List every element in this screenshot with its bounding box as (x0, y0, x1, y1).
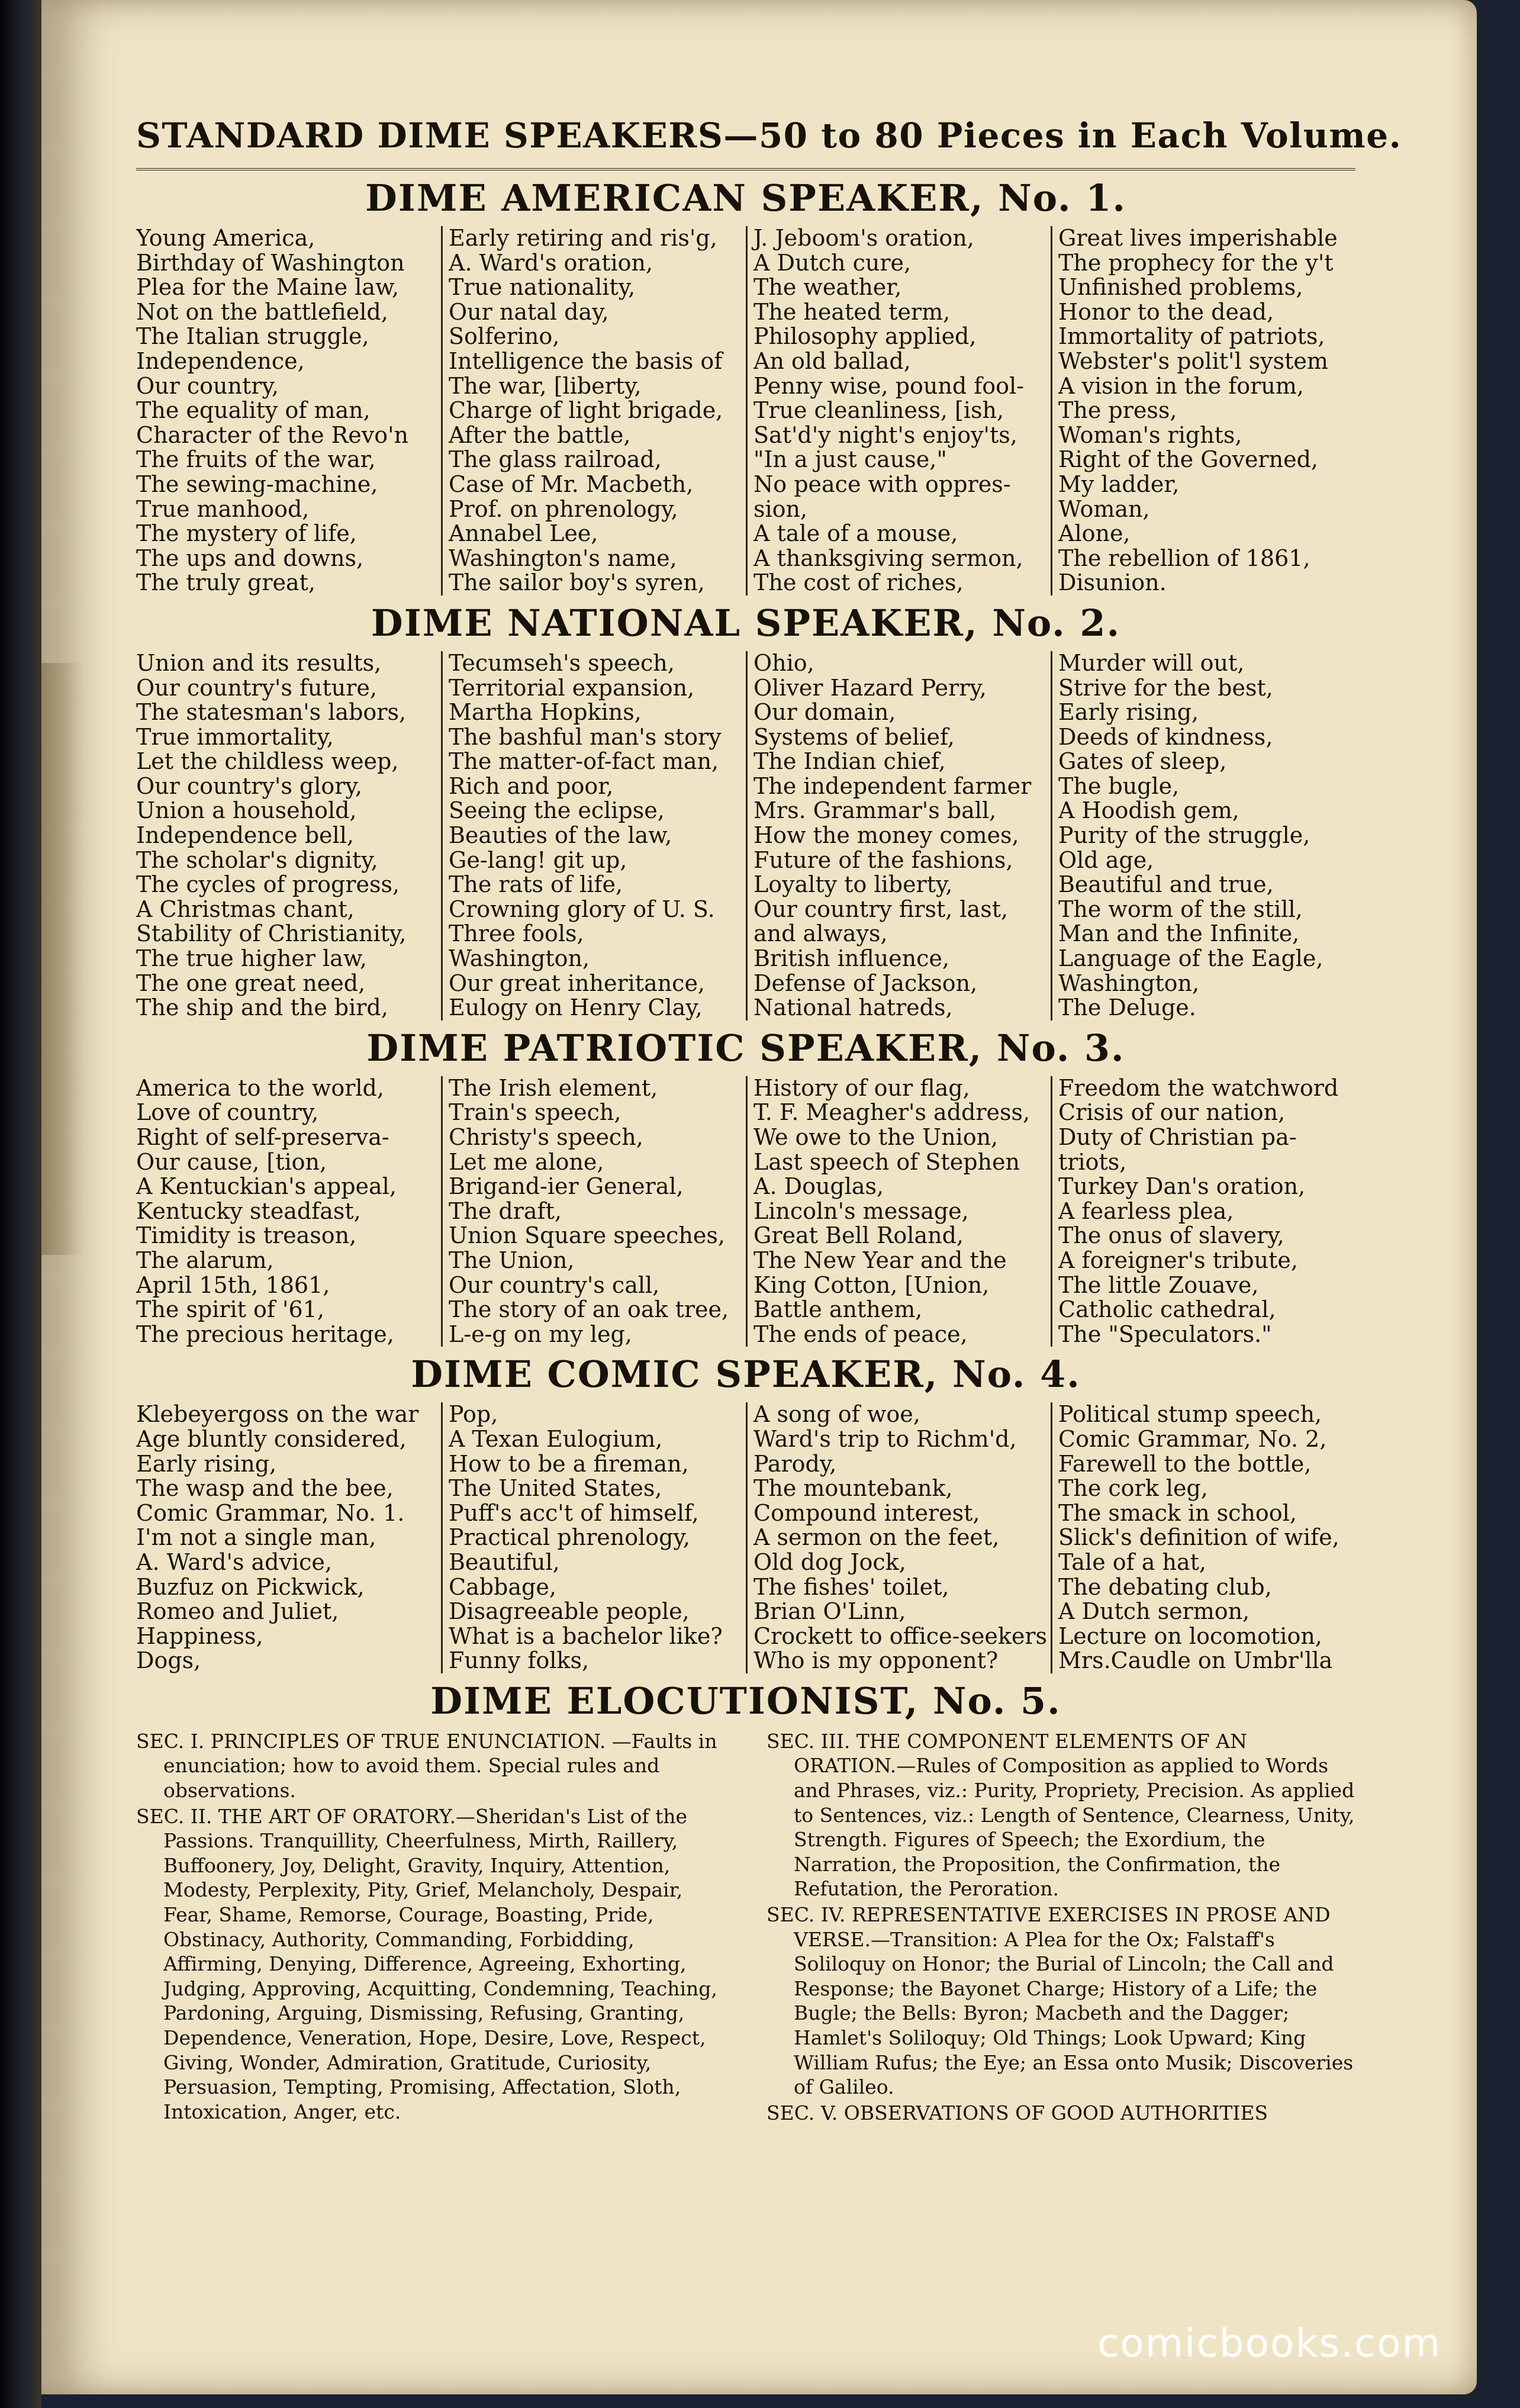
list-item: Immortality of patriots, (1058, 323, 1325, 350)
list-item: Future of the fashions, (753, 846, 1013, 873)
section-paragraph: SEC. II. THE ART OF ORATORY.—Sheridan's List of the Passions. Tranquillity, Cheerfulness, Mirth, Raillery, Buffoonery, Joy, Delight, Gravity, Inquiry, Attention, Modesty, Perplexity, Pity, Grief, Melancholy, Despair, Fear, Shame, Remorse, Courage, Boasting, Pride, Obstinacy, Authority, Commanding, Forbidding, Affirming, Denying, Difference, Agreeing, Exhorting, Judging, Approving, Acquitting, Condemning, Teaching, Pardoning, Arguing, Dismissing, Refusing, Granting, Dependence, Veneration, Hope, Desire, Love, Respect, Giving, Wonder, Admiration, Gratitude, Curiosity, Persuasion, Tempting, Promising, Affectation, Sloth, Intoxication, Anger, etc. (136, 1804, 717, 2123)
list-item: Sat'd'y night's enjoy'ts, (753, 421, 1017, 448)
list-item: After the battle, (449, 421, 631, 448)
list-item: Slick's definition of wife, (1058, 1524, 1339, 1551)
list-item: Crockett to office-seekers (753, 1622, 1048, 1649)
list-item: Plea for the Maine law, (136, 274, 400, 301)
list-item: True immortality, (136, 723, 334, 750)
list-item: The debating club, (1058, 1573, 1272, 1600)
list-item: King Cotton, [Union, (753, 1271, 990, 1298)
list-item: Our country's call, (449, 1271, 660, 1298)
title-column (136, 1402, 441, 1673)
list-item: Ohio, (753, 651, 814, 676)
section-columns (136, 1076, 1355, 1347)
list-item: Three fools, (449, 920, 584, 947)
section-columns (136, 651, 1355, 1020)
list-item: Oliver Hazard Perry, (753, 674, 987, 701)
list-item: Charge of light brigade, (449, 397, 723, 424)
list-item: Freedom the watchword (1058, 1076, 1339, 1101)
list-item: "In a just cause," (753, 446, 947, 473)
list-item: Our cause, [tion, (136, 1148, 327, 1175)
list-item: The bashful man's story (449, 723, 722, 750)
list-item: Love of country, (136, 1099, 319, 1126)
list-item: Philosophy applied, (753, 323, 977, 350)
list-item: Old dog Jock, (753, 1549, 906, 1575)
list-item: Language of the Eagle, (1058, 945, 1323, 972)
list-item: Our country, (136, 372, 279, 399)
list-item: The glass railroad, (449, 446, 662, 473)
page-header: STANDARD DIME SPEAKERS—50 to 80 Pieces in Each Volume. (136, 115, 1402, 156)
title-column (136, 1076, 441, 1347)
list-item: Happiness, (136, 1622, 263, 1649)
list-item: Eulogy on Henry Clay, (449, 994, 703, 1020)
list-item: Case of Mr. Macbeth, (449, 471, 694, 497)
title-column (441, 1076, 746, 1347)
list-item: Train's speech, (449, 1099, 621, 1126)
list-item: The ups and downs, (136, 545, 364, 571)
list-item: Seeing the eclipse, (449, 797, 665, 824)
list-item: Duty of Christian pa- (1058, 1124, 1297, 1150)
list-item: J. Jeboom's oration, (753, 226, 974, 251)
list-item: Mrs.Caudle on Umbr'lla (1058, 1647, 1333, 1673)
elocutionist-title: DIME ELOCUTIONIST, No. 5. (430, 1679, 1061, 1723)
list-item: True cleanliness, [ish, (753, 397, 1004, 424)
list-item: The fruits of the war, (136, 446, 376, 473)
list-item: The scholar's dignity, (136, 846, 378, 873)
title-column (1051, 226, 1355, 595)
list-item: America to the world, (136, 1076, 384, 1101)
list-item: Comic Grammar, No. 1. (136, 1499, 405, 1526)
list-item: History of our flag, (753, 1076, 970, 1101)
list-item: The cork leg, (1058, 1475, 1208, 1502)
list-item: Our domain, (753, 699, 896, 726)
list-item: National hatreds, (753, 994, 953, 1020)
list-item: An old ballad, (753, 347, 911, 374)
list-item: Mrs. Grammar's ball, (753, 797, 997, 824)
list-item: Let me alone, (449, 1148, 604, 1175)
list-item: Prof. on phrenology, (449, 495, 678, 522)
list-item: The New Year and the (753, 1247, 1007, 1273)
list-item: Defense of Jackson, (753, 970, 978, 996)
list-item: Tale of a hat, (1058, 1549, 1207, 1575)
list-item: The alarum, (136, 1247, 274, 1273)
list-item: Murder will out, (1058, 651, 1245, 676)
section-title: DIME PATRIOTIC SPEAKER, No. 3. (366, 1026, 1125, 1070)
list-item: Parody, (753, 1450, 837, 1477)
list-item: The story of an oak tree, (449, 1296, 729, 1323)
list-item: Last speech of Stephen (753, 1148, 1020, 1175)
watermark: comicbooks.com (1097, 2320, 1441, 2366)
list-item: The mountebank, (753, 1475, 953, 1502)
list-item: The prophecy for the y't (1058, 249, 1334, 276)
title-column (136, 651, 441, 1020)
list-item: Independence, (136, 347, 305, 374)
list-item: Solferino, (449, 323, 560, 350)
list-item: The worm of the still, (1058, 896, 1303, 922)
list-item: The mystery of life, (136, 520, 357, 547)
list-item: Turkey Dan's oration, (1058, 1173, 1306, 1200)
list-item: The cost of riches, (753, 569, 964, 595)
book-binding (0, 0, 41, 2408)
elocutionist-body (136, 1729, 1355, 2127)
list-item: We owe to the Union, (753, 1124, 999, 1150)
list-item: What is a bachelor like? (449, 1622, 723, 1649)
list-item: Beautiful and true, (1058, 871, 1274, 898)
list-item: A. Ward's advice, (136, 1549, 332, 1575)
list-item: Brigand-ier General, (449, 1173, 684, 1200)
list-item: Union and its results, (136, 651, 382, 676)
section-paragraph: SEC. IV. REPRESENTATIVE EXERCISES IN PROSE AND VERSE.—Transition: A Plea for the Ox; Falstaff's Soliloquy on Honor; the Burial of Lincoln; the Call and Response; the Bayonet Charge; History of a Life; the Bugle; the Bells: Byron; Macbeth and the Dagger; Hamlet's Soliloquy; Old Things; Look Upward; King William Rufus; the Eye; an Essa onto Musik; Discoveries of Galileo. (767, 1903, 1354, 2099)
list-item: A thanksgiving sermon, (753, 545, 1023, 571)
list-item: Dogs, (136, 1647, 201, 1673)
list-item: sion, (753, 495, 808, 522)
list-item: The Italian struggle, (136, 323, 369, 350)
list-item: The one great need, (136, 970, 366, 996)
list-item: Penny wise, pound fool- (753, 372, 1025, 399)
list-item: and always, (753, 920, 888, 947)
list-item: Comic Grammar, No. 2, (1058, 1425, 1327, 1452)
list-item: The statesman's labors, (136, 699, 407, 726)
list-item: Brian O'Linn, (753, 1598, 906, 1625)
list-item: Deeds of kindness, (1058, 723, 1273, 750)
list-item: Crisis of our nation, (1058, 1099, 1286, 1126)
section-paragraph: SEC. III. THE COMPONENT ELEMENTS OF AN ORATION.—Rules of Composition as applied to Words and Phrases, viz.: Purity, Propriety, Precision. As applied to Sentences, viz.: Length of Sentence, Clearness, Unity, Strength. Figures of Speech; the Exordium, the Narration, the Proposition, the Confirmation, the Refutation, the Peroration. (767, 1729, 1355, 1901)
title-column (746, 1076, 1051, 1347)
list-item: British influence, (753, 945, 949, 972)
list-item: The Deluge. (1058, 994, 1196, 1020)
header-rule (136, 168, 1355, 170)
list-item: The United States, (449, 1475, 662, 1502)
list-item: Tecumseh's speech, (449, 651, 675, 676)
list-item: Strive for the best, (1058, 674, 1273, 701)
list-item: No peace with oppres- (753, 471, 1011, 497)
list-item: Cabbage, (449, 1573, 556, 1600)
list-item: The heated term, (753, 298, 951, 325)
list-item: Ward's trip to Richm'd, (753, 1425, 1017, 1452)
list-item: Woman, (1058, 495, 1150, 522)
list-item: Washington, (449, 945, 590, 972)
list-item: Woman's rights, (1058, 421, 1242, 448)
page-content (136, 115, 1402, 2126)
list-item: Crowning glory of U. S. (449, 896, 715, 922)
list-item: Our natal day, (449, 298, 609, 325)
list-item: Territorial expansion, (449, 674, 695, 701)
list-item: Right of self-preserva- (136, 1124, 389, 1150)
list-item: The matter-of-fact man, (449, 748, 719, 775)
speaker-sections (136, 176, 1355, 1673)
list-item: The weather, (753, 274, 902, 301)
list-item: My ladder, (1058, 471, 1180, 497)
list-item: Gates of sleep, (1058, 748, 1227, 775)
list-item: The sewing-machine, (136, 471, 378, 497)
list-item: The draft, (449, 1197, 562, 1224)
section-title: DIME AMERICAN SPEAKER, No. 1. (365, 176, 1126, 220)
list-item: Martha Hopkins, (449, 699, 642, 726)
list-item: Alone, (1058, 520, 1131, 547)
list-item: The spirit of '61, (136, 1296, 324, 1323)
list-item: The onus of slavery, (1058, 1222, 1284, 1249)
list-item: Our country's future, (136, 674, 377, 701)
list-item: Lecture on locomotion, (1058, 1622, 1322, 1649)
list-item: Right of the Governed, (1058, 446, 1318, 473)
list-item: Union Square speeches, (449, 1222, 725, 1249)
title-column (136, 226, 441, 595)
elocutionist-right-column (767, 1729, 1355, 2127)
list-item: The rebellion of 1861, (1058, 545, 1310, 571)
list-item: A foreigner's tribute, (1058, 1247, 1298, 1273)
list-item: Funny folks, (449, 1647, 590, 1673)
list-item: April 15th, 1861, (136, 1271, 330, 1298)
list-item: Loyalty to liberty, (753, 871, 953, 898)
list-item: Great Bell Roland, (753, 1222, 964, 1249)
title-column (1051, 1076, 1355, 1347)
list-item: How to be a fireman, (449, 1450, 689, 1477)
list-item: triots, (1058, 1148, 1127, 1175)
list-item: A song of woe, (753, 1402, 920, 1428)
title-column (441, 226, 746, 595)
title-column (746, 1402, 1051, 1673)
list-item: Let the childless weep, (136, 748, 399, 775)
list-item: Early retiring and ris'g, (449, 226, 717, 251)
title-column (1051, 1402, 1355, 1673)
section-columns (136, 1402, 1355, 1673)
list-item: Our country first, last, (753, 896, 1009, 922)
list-item: Young America, (136, 226, 315, 251)
list-item: A Dutch cure, (753, 249, 912, 276)
list-item: The wasp and the bee, (136, 1475, 394, 1502)
list-item: Great lives imperishable (1058, 226, 1338, 251)
list-item: Klebeyergoss on the war (136, 1402, 419, 1428)
list-item: A sermon on the feet, (753, 1524, 1000, 1551)
elocutionist-left-column (136, 1729, 725, 2127)
list-item: Romeo and Juliet, (136, 1598, 339, 1625)
list-item: Washington's name, (449, 545, 677, 571)
list-item: Disunion. (1058, 569, 1167, 595)
list-item: Pop, (449, 1402, 498, 1428)
list-item: Age bluntly considered, (136, 1425, 407, 1452)
list-item: The "Speculators." (1058, 1321, 1272, 1347)
list-item: T. F. Meagher's address, (753, 1099, 1030, 1126)
title-column (441, 651, 746, 1020)
list-item: Our country's glory, (136, 772, 362, 799)
list-item: The truly great, (136, 569, 315, 595)
list-item: Beautiful, (449, 1549, 560, 1575)
list-item: Compound interest, (753, 1499, 980, 1526)
list-item: Farewell to the bottle, (1058, 1450, 1312, 1477)
list-item: Who is my opponent? (753, 1647, 999, 1673)
list-item: A. Douglas, (753, 1173, 884, 1200)
list-item: Union a household, (136, 797, 357, 824)
section-columns (136, 226, 1355, 595)
list-item: The war, [liberty, (449, 372, 642, 399)
list-item: Webster's polit'l system (1058, 347, 1328, 374)
list-item: The equality of man, (136, 397, 371, 424)
list-item: A Dutch sermon, (1058, 1598, 1250, 1625)
list-item: The true higher law, (136, 945, 367, 972)
page-stain (41, 663, 83, 1255)
list-item: Stability of Christianity, (136, 920, 407, 947)
list-item: I'm not a single man, (136, 1524, 376, 1551)
list-item: Old age, (1058, 846, 1154, 873)
list-item: The bugle, (1058, 772, 1180, 799)
list-item: Honor to the dead, (1058, 298, 1274, 325)
list-item: Early rising, (136, 1450, 277, 1477)
list-item: True nationality, (449, 274, 636, 301)
list-item: Intelligence the basis of (449, 347, 723, 374)
list-item: Battle anthem, (753, 1296, 923, 1323)
list-item: Our great inheritance, (449, 970, 706, 996)
list-item: L-e-g on my leg, (449, 1321, 632, 1347)
list-item: Kentucky steadfast, (136, 1197, 361, 1224)
list-item: Unfinished problems, (1058, 274, 1303, 301)
list-item: Character of the Revo'n (136, 421, 409, 448)
list-item: The little Zouave, (1058, 1271, 1259, 1298)
list-item: A Hoodish gem, (1058, 797, 1239, 824)
section-title: DIME COMIC SPEAKER, No. 4. (411, 1353, 1081, 1396)
list-item: Timidity is treason, (136, 1222, 357, 1249)
list-item: Purity of the struggle, (1058, 822, 1310, 849)
list-item: The ship and the bird, (136, 994, 388, 1020)
list-item: A fearless plea, (1058, 1197, 1234, 1224)
list-item: Practical phrenology, (449, 1524, 690, 1551)
title-column (441, 1402, 746, 1673)
list-item: The Union, (449, 1247, 575, 1273)
list-item: The ends of peace, (753, 1321, 968, 1347)
list-item: Systems of belief, (753, 723, 955, 750)
list-item: A Texan Eulogium, (449, 1425, 663, 1452)
list-item: The Indian chief, (753, 748, 946, 775)
list-item: Beauties of the law, (449, 822, 672, 849)
list-item: How the money comes, (753, 822, 1019, 849)
book-page (41, 0, 1477, 2394)
list-item: Washington, (1058, 970, 1200, 996)
list-item: Independence bell, (136, 822, 354, 849)
list-item: Not on the battlefield, (136, 298, 388, 325)
list-item: Disagreeable people, (449, 1598, 690, 1625)
list-item: Early rising, (1058, 699, 1199, 726)
title-column (746, 226, 1051, 595)
list-item: Annabel Lee, (449, 520, 598, 547)
list-item: Catholic cathedral, (1058, 1296, 1276, 1323)
list-item: Birthday of Washington (136, 249, 405, 276)
list-item: The independent farmer (753, 772, 1032, 799)
section-title: DIME NATIONAL SPEAKER, No. 2. (371, 601, 1121, 645)
list-item: Lincoln's message, (753, 1197, 969, 1224)
list-item: The rats of life, (449, 871, 623, 898)
list-item: A tale of a mouse, (753, 520, 958, 547)
list-item: The cycles of progress, (136, 871, 400, 898)
title-column (1051, 651, 1355, 1020)
list-item: The smack in school, (1058, 1499, 1297, 1526)
list-item: Buzfuz on Pickwick, (136, 1573, 365, 1600)
list-item: Man and the Infinite, (1058, 920, 1300, 947)
list-item: The Irish element, (449, 1076, 658, 1101)
title-column (746, 651, 1051, 1020)
list-item: The fishes' toilet, (753, 1573, 949, 1600)
list-item: Political stump speech, (1058, 1402, 1322, 1428)
list-item: Ge-lang! git up, (449, 846, 627, 873)
section-paragraph: SEC. I. PRINCIPLES OF TRUE ENUNCIATION. —Faults in enunciation; how to avoid them. Special rules and observations. (136, 1729, 717, 1802)
list-item: The precious heritage, (136, 1321, 394, 1347)
list-item: A Christmas chant, (136, 896, 355, 922)
list-item: Puff's acc't of himself, (449, 1499, 699, 1526)
list-item: The press, (1058, 397, 1177, 424)
list-item: Christy's speech, (449, 1124, 643, 1150)
list-item: A Kentuckian's appeal, (136, 1173, 397, 1200)
list-item: True manhood, (136, 495, 310, 522)
list-item: The sailor boy's syren, (449, 569, 705, 595)
list-item: A. Ward's oration, (449, 249, 653, 276)
section-paragraph: SEC. V. OBSERVATIONS OF GOOD AUTHORITIES (767, 2101, 1268, 2124)
list-item: Rich and poor, (449, 772, 614, 799)
list-item: A vision in the forum, (1058, 372, 1304, 399)
